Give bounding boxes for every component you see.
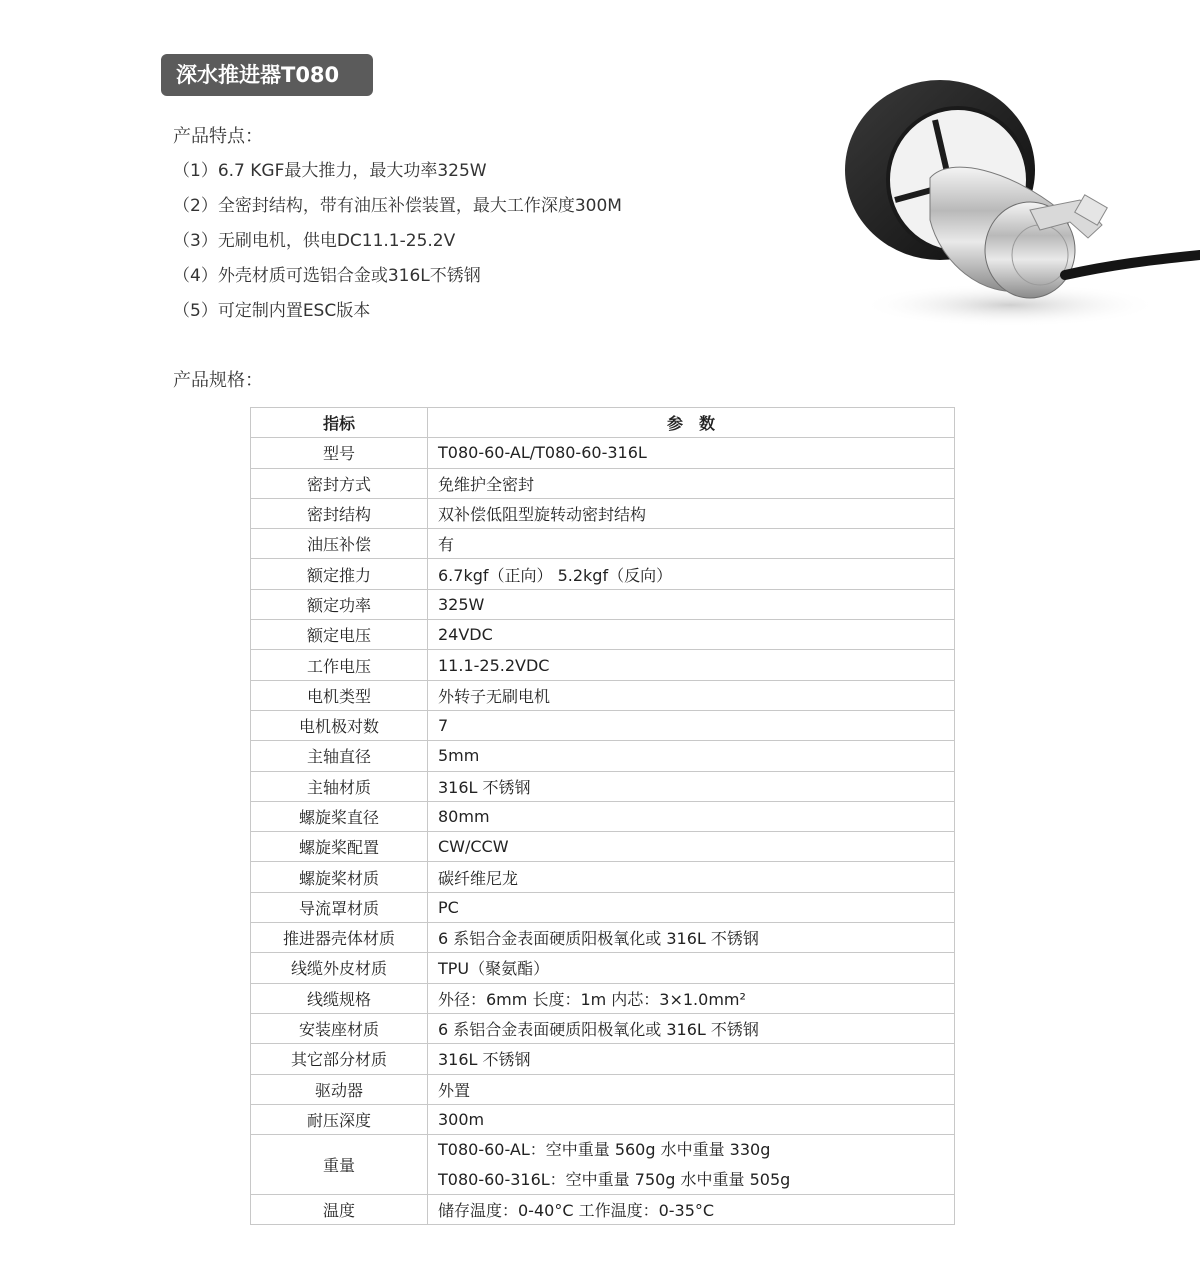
feature-item: （3）无刷电机，供电DC11.1-25.2V	[173, 231, 456, 251]
table-row	[251, 559, 955, 589]
table-row	[251, 771, 955, 801]
spec-key: 工作电压	[251, 650, 428, 680]
spec-key-temperature: 温度	[251, 1195, 428, 1225]
spec-value: PC	[428, 892, 955, 922]
spec-value-temperature: 储存温度：0-40°C 工作温度：0-35°C	[428, 1195, 955, 1225]
spec-value: 外转子无刷电机	[428, 680, 955, 710]
spec-value: 11.1-25.2VDC	[428, 650, 955, 680]
table-row	[251, 1104, 955, 1134]
table-row	[251, 862, 955, 892]
spec-value: 325W	[428, 589, 955, 619]
spec-value: 6.7kgf（正向） 5.2kgf（反向）	[428, 559, 955, 589]
specs-label: 产品规格：	[173, 370, 263, 391]
spec-value: CW/CCW	[428, 832, 955, 862]
table-row	[251, 923, 955, 953]
spec-key: 额定功率	[251, 589, 428, 619]
spec-key: 主轴材质	[251, 771, 428, 801]
column-header-key: 指标	[251, 408, 428, 438]
spec-key: 密封方式	[251, 468, 428, 498]
table-row	[251, 620, 955, 650]
features-list	[173, 154, 622, 329]
table-row-weight	[251, 1135, 955, 1195]
spec-key: 其它部分材质	[251, 1044, 428, 1074]
spec-value: 免维护全密封	[428, 468, 955, 498]
table-row	[251, 438, 955, 468]
column-header-value: 参 数	[428, 408, 955, 438]
table-row	[251, 680, 955, 710]
spec-table	[250, 407, 955, 1225]
spec-key: 额定电压	[251, 620, 428, 650]
spec-value: 外置	[428, 1074, 955, 1104]
spec-value: TPU（聚氨酯）	[428, 953, 955, 983]
spec-value: 6 系铝合金表面硬质阳极氧化或 316L 不锈钢	[428, 1013, 955, 1043]
spec-key: 推进器壳体材质	[251, 923, 428, 953]
page-title: 深水推进器T080	[161, 54, 373, 96]
weight-316l-line: T080-60-316L：空中重量 750g 水中重量 505g	[438, 1169, 791, 1189]
table-row	[251, 1074, 955, 1104]
spec-value: 300m	[428, 1104, 955, 1134]
feature-item: （1）6.7 KGF最大推力，最大功率325W	[173, 161, 487, 181]
table-row	[251, 953, 955, 983]
spec-key: 线缆外皮材质	[251, 953, 428, 983]
spec-value-weight	[428, 1135, 955, 1195]
spec-value: T080-60-AL/T080-60-316L	[428, 438, 955, 468]
spec-key: 主轴直径	[251, 741, 428, 771]
spec-key-weight: 重量	[251, 1135, 428, 1195]
spec-value: 双补偿低阻型旋转动密封结构	[428, 498, 955, 528]
table-row	[251, 710, 955, 740]
weight-al-line: T080-60-AL：空中重量 560g 水中重量 330g	[438, 1140, 771, 1160]
table-row	[251, 801, 955, 831]
table-row	[251, 1044, 955, 1074]
spec-key: 螺旋桨配置	[251, 832, 428, 862]
table-row	[251, 529, 955, 559]
table-row	[251, 498, 955, 528]
spec-key: 安装座材质	[251, 1013, 428, 1043]
table-row	[251, 832, 955, 862]
table-row	[251, 589, 955, 619]
spec-value: 316L 不锈钢	[428, 1044, 955, 1074]
spec-value: 80mm	[428, 801, 955, 831]
spec-key: 线缆规格	[251, 983, 428, 1013]
table-row	[251, 892, 955, 922]
spec-key: 螺旋桨材质	[251, 862, 428, 892]
table-row-temperature	[251, 1195, 955, 1225]
spec-key: 耐压深度	[251, 1104, 428, 1134]
spec-value: 碳纤维尼龙	[428, 862, 955, 892]
spec-key: 螺旋桨直径	[251, 801, 428, 831]
table-row	[251, 983, 955, 1013]
spec-value: 5mm	[428, 741, 955, 771]
spec-value: 有	[428, 529, 955, 559]
spec-key: 油压补偿	[251, 529, 428, 559]
spec-key: 电机类型	[251, 680, 428, 710]
spec-key: 额定推力	[251, 559, 428, 589]
spec-key: 型号	[251, 438, 428, 468]
spec-key: 密封结构	[251, 498, 428, 528]
table-row	[251, 468, 955, 498]
table-row	[251, 1013, 955, 1043]
spec-value: 外径：6mm 长度：1m 内芯：3×1.0mm²	[428, 983, 955, 1013]
spec-value: 6 系铝合金表面硬质阳极氧化或 316L 不锈钢	[428, 923, 955, 953]
spec-value: 7	[428, 710, 955, 740]
spec-key: 驱动器	[251, 1074, 428, 1104]
thruster-product-image	[830, 60, 1200, 328]
feature-item: （4）外壳材质可选铝合金或316L不锈钢	[173, 266, 481, 286]
table-header-row	[251, 408, 955, 438]
spec-key: 导流罩材质	[251, 892, 428, 922]
table-row	[251, 650, 955, 680]
feature-item: （2）全密封结构，带有油压补偿装置，最大工作深度300M	[173, 196, 622, 216]
spec-key: 电机极对数	[251, 710, 428, 740]
feature-item: （5）可定制内置ESC版本	[173, 301, 371, 321]
table-row	[251, 741, 955, 771]
spec-value: 316L 不锈钢	[428, 771, 955, 801]
features-label: 产品特点：	[173, 126, 263, 147]
spec-value: 24VDC	[428, 620, 955, 650]
